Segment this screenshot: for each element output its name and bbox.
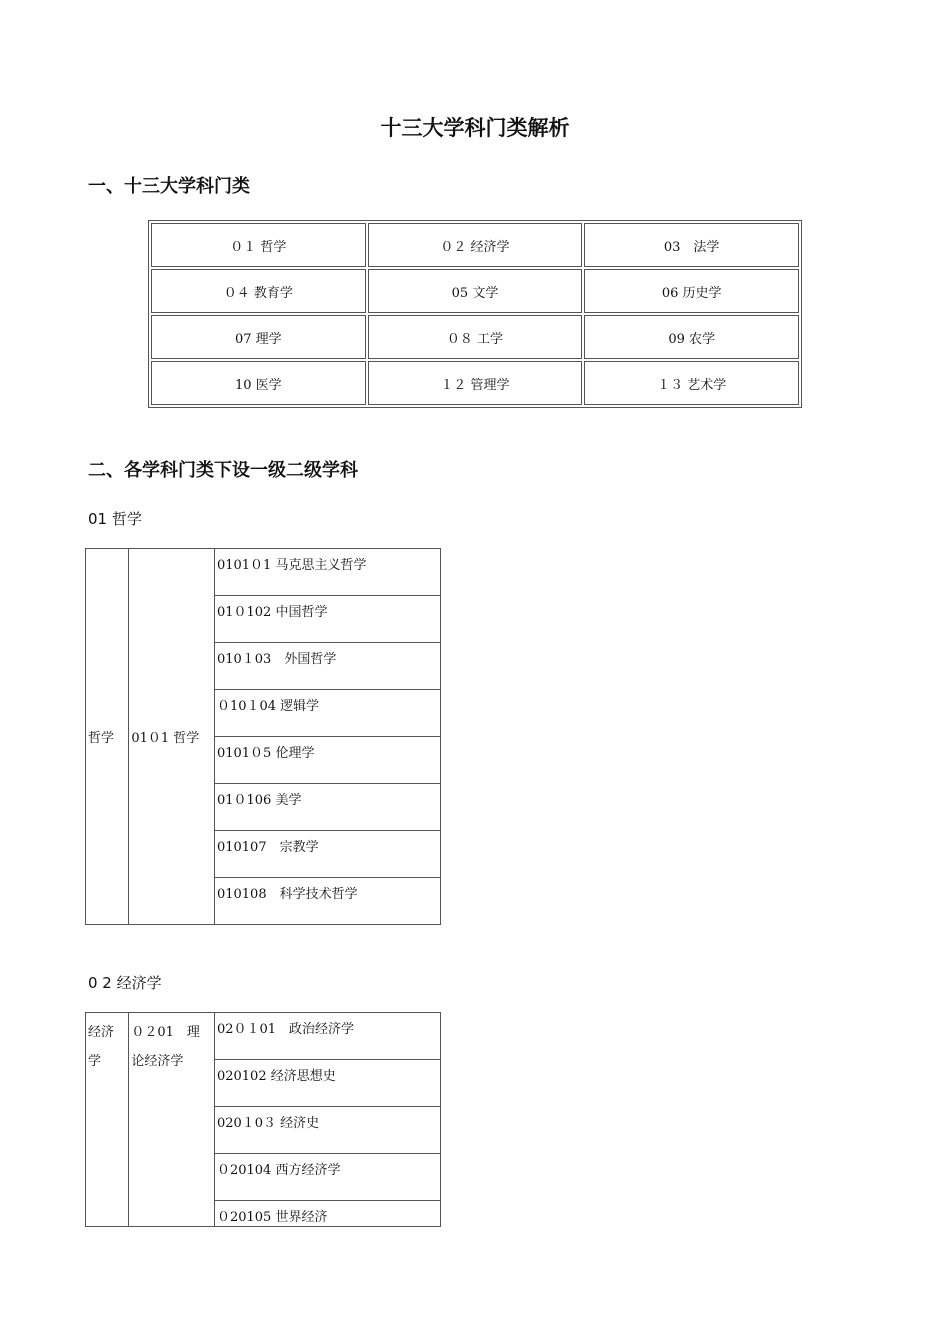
economics-table [85, 1012, 441, 1227]
category-cell: ０１ 哲学 [151, 223, 366, 267]
table-row [151, 315, 799, 359]
category-cell: 03 法学 [584, 223, 799, 267]
table-row [151, 269, 799, 313]
category-cell: 09 农学 [584, 315, 799, 359]
second-level-cell: 020１0３ 经济史 [214, 1107, 440, 1154]
section-heading-categories: 一、十三大学科门类 [88, 176, 250, 197]
table-row [151, 361, 799, 405]
category-cell: １２ 管理学 [368, 361, 583, 405]
category-cell: ０８ 工学 [368, 315, 583, 359]
category-cell: 07 理学 [151, 315, 366, 359]
second-level-cell: 020102 经济思想史 [214, 1060, 440, 1107]
economics-heading: 0 2 经济学 [88, 974, 162, 992]
philosophy-heading: 01 哲学 [88, 510, 142, 528]
section-heading-disciplines: 二、各学科门类下设一级二级学科 [88, 460, 358, 481]
category-cell: 哲学 [86, 549, 129, 925]
category-cell: 10 医学 [151, 361, 366, 405]
category-cell: １３ 艺术学 [584, 361, 799, 405]
category-cell: ０４ 教育学 [151, 269, 366, 313]
second-level-cell: 010108 科学技术哲学 [214, 878, 440, 925]
second-level-cell: 0101０5 伦理学 [214, 737, 440, 784]
first-level-cell: 01０1 哲学 [129, 549, 215, 925]
second-level-cell: ０10１04 逻辑学 [214, 690, 440, 737]
second-level-cell: 01０106 美学 [214, 784, 440, 831]
second-level-cell: 0101０1 马克思主义哲学 [214, 549, 440, 596]
page-title: 十三大学科门类解析 [380, 116, 570, 140]
first-level-cell: ０２01 理论经济学 [129, 1013, 215, 1227]
table-row [86, 549, 441, 596]
second-level-cell: ０20105 世界经济 [214, 1201, 440, 1227]
category-cell: 06 历史学 [584, 269, 799, 313]
category-cell: 05 文学 [368, 269, 583, 313]
category-cell: ０２ 经济学 [368, 223, 583, 267]
category-cell: 经济学 [86, 1013, 129, 1227]
table-row [86, 1013, 441, 1060]
second-level-cell: 010１03 外国哲学 [214, 643, 440, 690]
second-level-cell: 010107 宗教学 [214, 831, 440, 878]
second-level-cell: 01０102 中国哲学 [214, 596, 440, 643]
table-row [151, 223, 799, 267]
philosophy-table [85, 548, 441, 925]
categories-table [148, 220, 802, 408]
second-level-cell: ０20104 西方经济学 [214, 1154, 440, 1201]
second-level-cell: 02０１01 政治经济学 [214, 1013, 440, 1060]
